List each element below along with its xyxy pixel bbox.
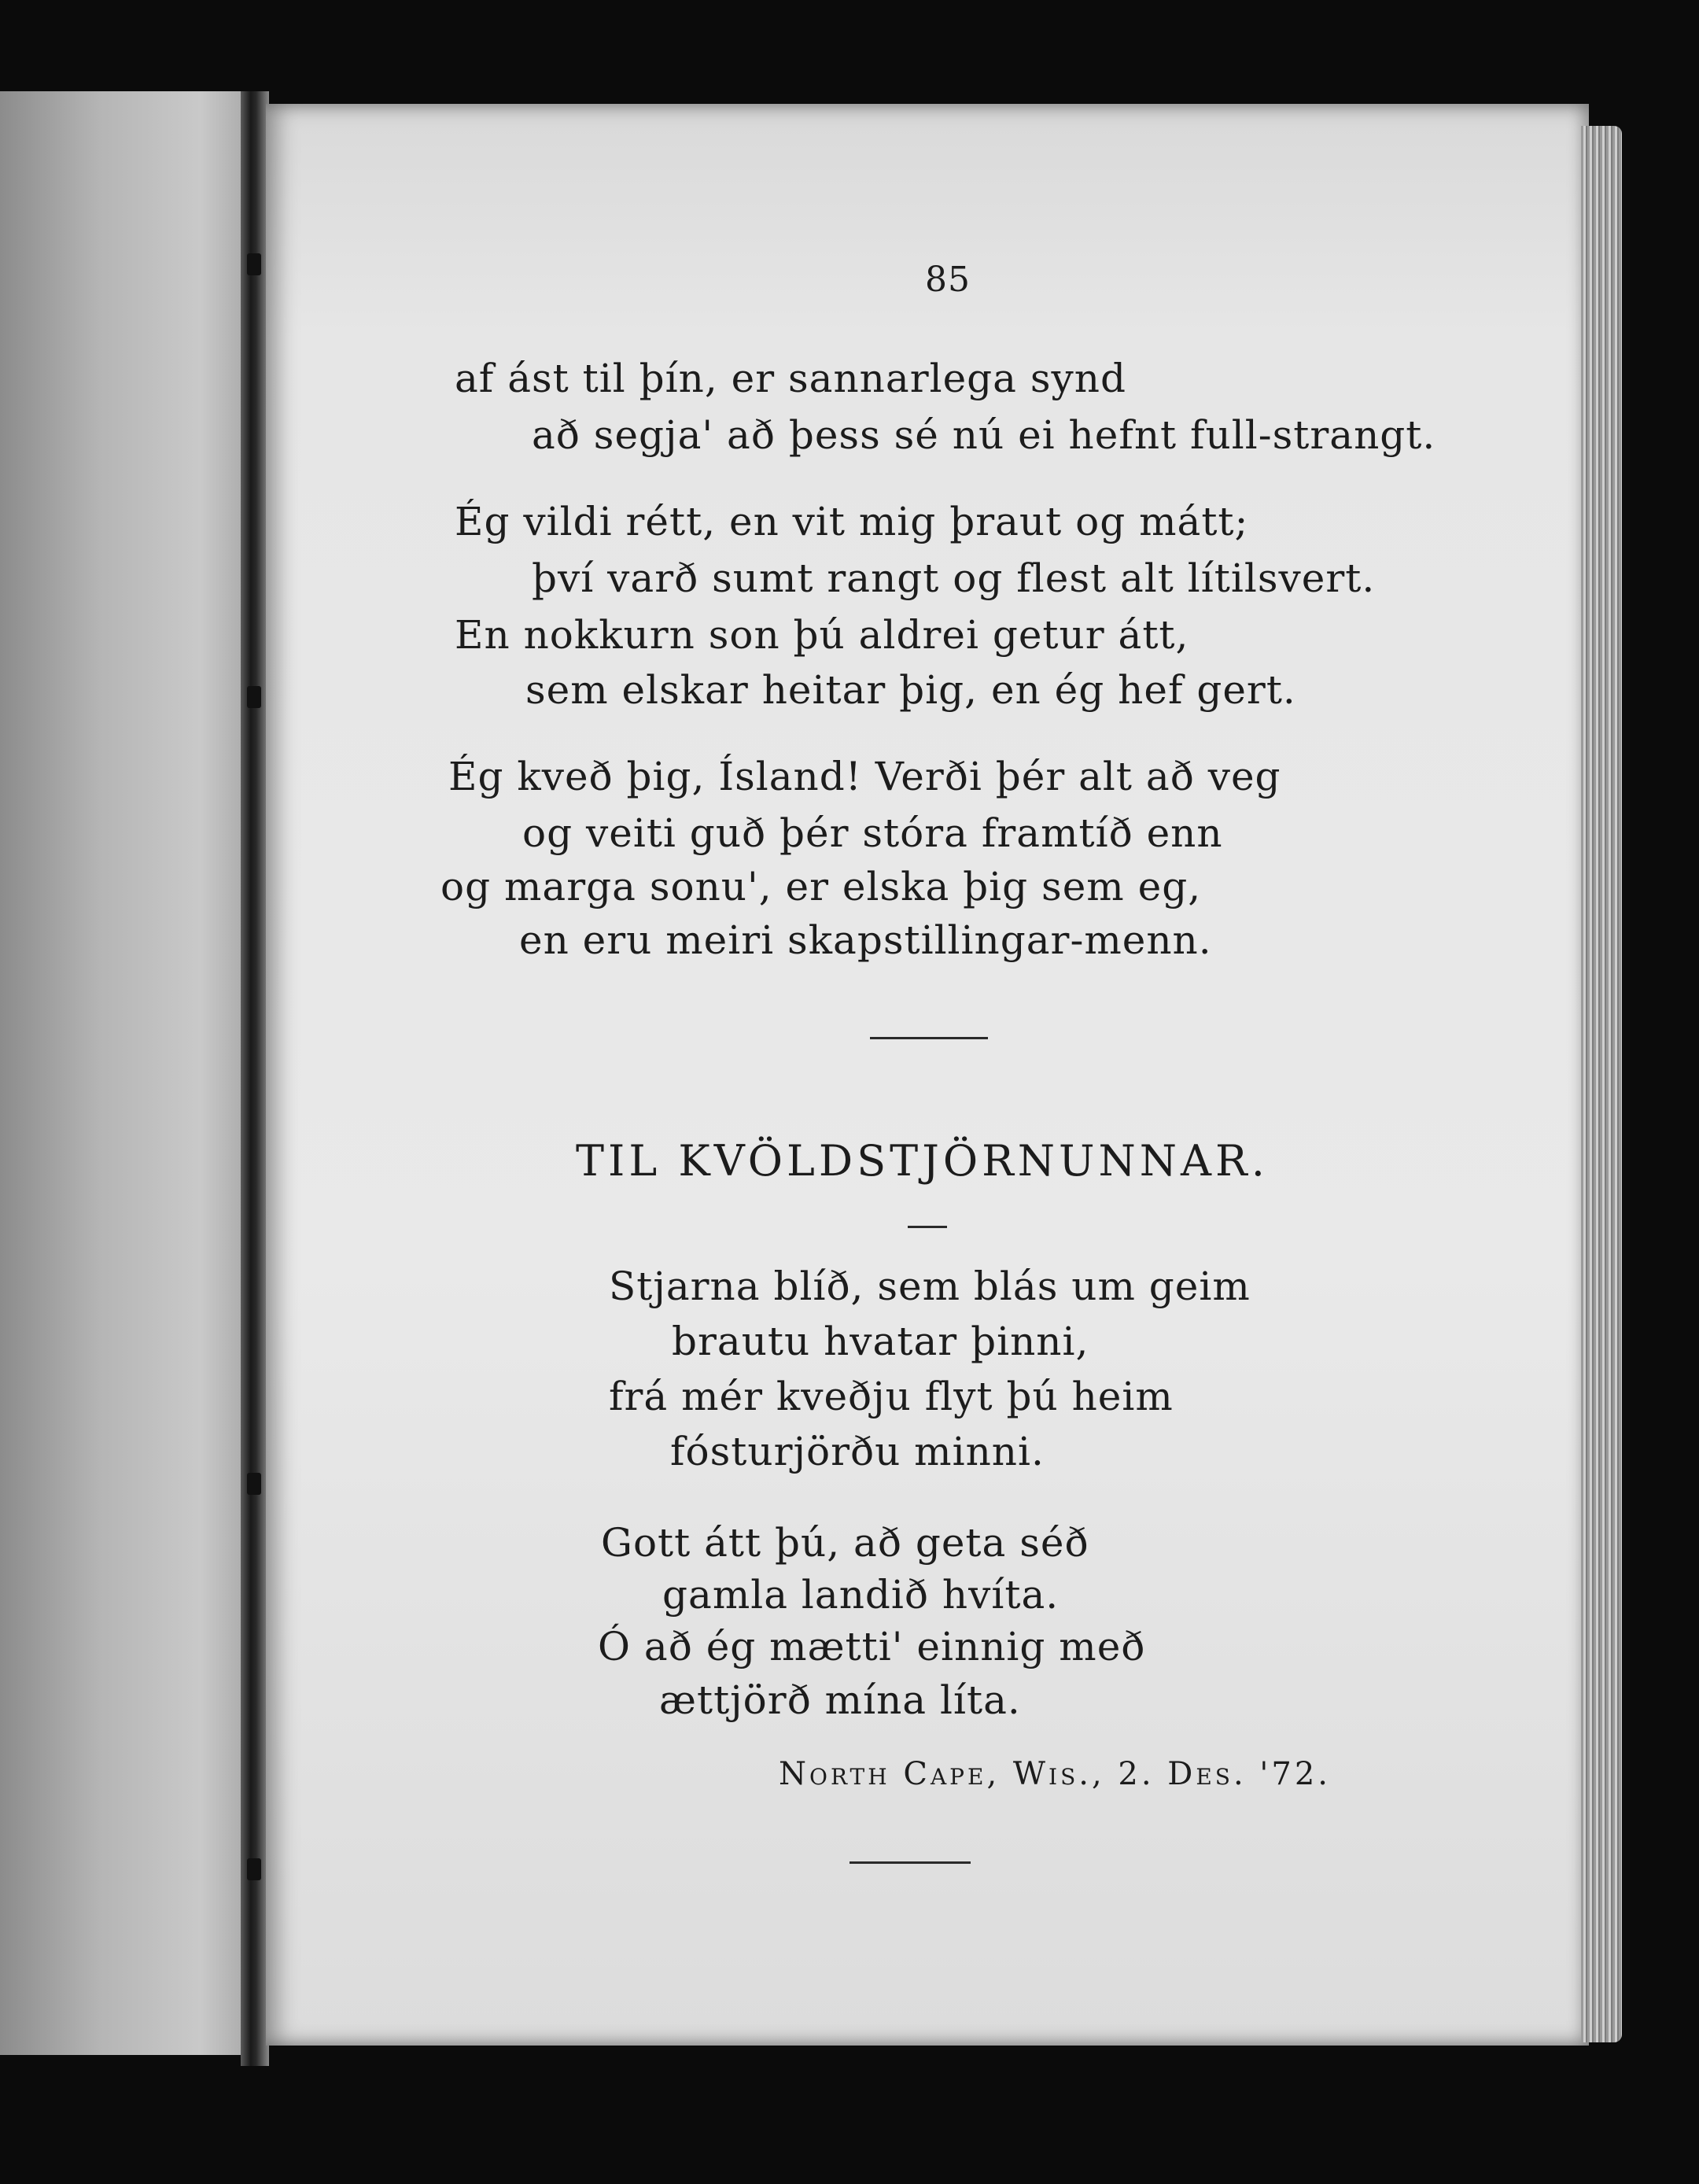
poem-line: en eru meiri skapstillingar-menn.: [519, 917, 1212, 963]
page-edges: [1581, 126, 1622, 2042]
poem-line: Stjarna blíð, sem blás um geim: [609, 1264, 1251, 1309]
poem-signature: North Cape, Wis., 2. Des. '72.: [779, 1756, 1331, 1792]
section-rule: [870, 1037, 988, 1039]
closing-rule: [850, 1861, 971, 1864]
poem-line: fósturjörðu minni.: [670, 1429, 1045, 1474]
binding-stitch: [247, 1858, 261, 1880]
poem-line: og marga sonu', er elska þig sem eg,: [440, 864, 1202, 909]
poem-line: því varð sumt rangt og flest alt lítilsvert.: [532, 555, 1376, 601]
poem-line: af ást til þín, er sannarlega synd: [455, 356, 1126, 401]
poem-line: Ég kveð þig, Ísland! Verði þér alt að veg: [448, 754, 1281, 799]
poem-line: að segja' að þess sé nú ei hefnt full-strangt.: [532, 412, 1436, 458]
book-gutter: [241, 91, 269, 2066]
poem-line: frá mér kveðju flyt þú heim: [609, 1374, 1174, 1419]
poem-line: sem elskar heitar þig, en ég hef gert.: [525, 667, 1296, 713]
page-number: 85: [925, 260, 971, 300]
poem-title: TIL KVÖLDSTJÖRNUNNAR.: [576, 1136, 1269, 1186]
poem-line: En nokkurn son þú aldrei getur átt,: [455, 612, 1189, 658]
left-page: [0, 91, 250, 2055]
poem-line: Gott átt þú, að geta séð: [601, 1520, 1089, 1566]
binding-stitch: [247, 1473, 261, 1495]
poem-line: Ó að ég mætti' einnig með: [598, 1624, 1146, 1669]
title-dash: [908, 1226, 947, 1228]
poem-line: Ég vildi rétt, en vit mig þraut og mátt;: [455, 499, 1249, 544]
poem-line: og veiti guð þér stóra framtíð enn: [522, 810, 1223, 856]
poem-line: ættjörð mína líta.: [659, 1677, 1021, 1723]
binding-stitch: [247, 253, 261, 275]
poem-line: brautu hvatar þinni,: [672, 1319, 1089, 1364]
poem-line: gamla landið hvíta.: [662, 1572, 1060, 1618]
binding-stitch: [247, 686, 261, 708]
